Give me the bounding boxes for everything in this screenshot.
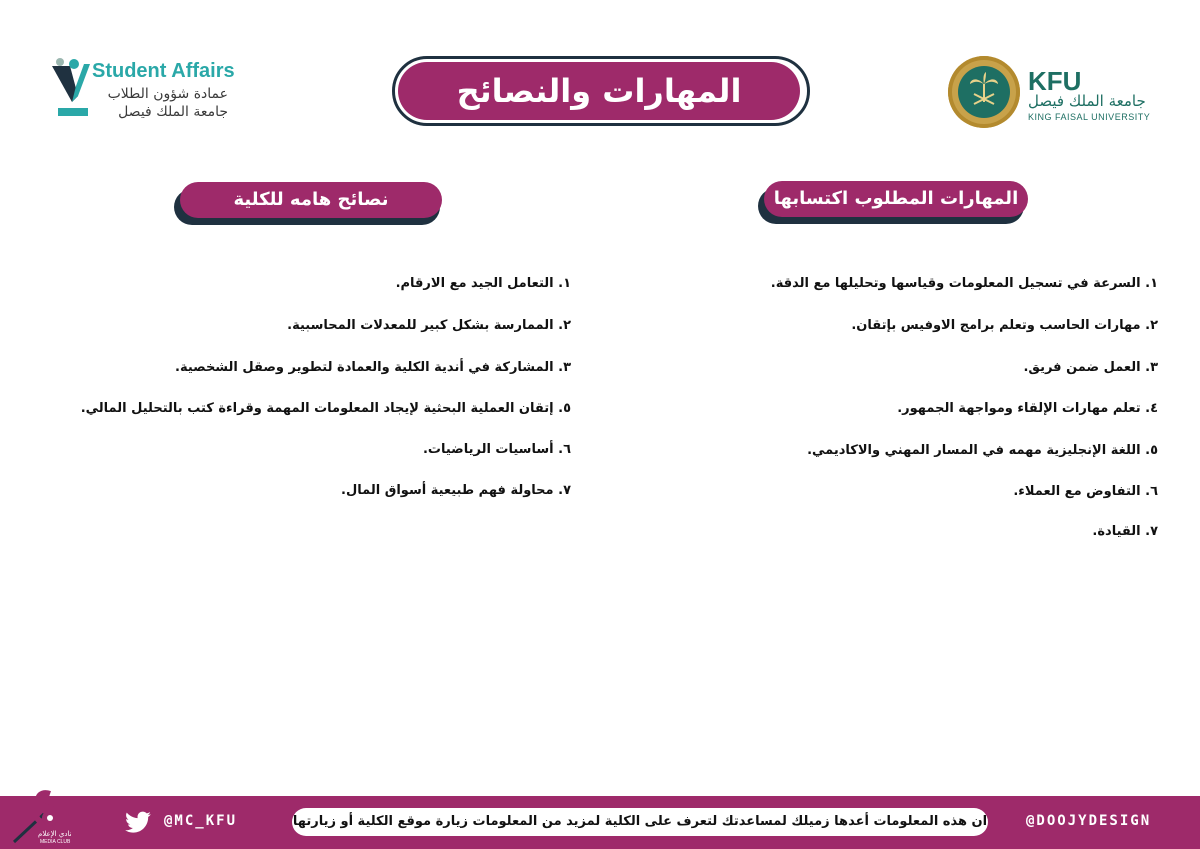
kfu-en: KFU — [1028, 66, 1082, 96]
list-item: ٢. الممارسة بشكل كبير للمعدلات المحاسبية. — [287, 318, 571, 333]
kfu-seal-icon — [948, 56, 1020, 128]
skills-heading: المهارات المطلوب اكتسابها — [773, 188, 1019, 209]
list-item: ٥. إتقان العملية البحثية لإيجاد المعلومات المهمة وقراءة كتب بالتحليل المالي. — [80, 401, 571, 416]
page-title: المهارات والنصائح — [456, 72, 742, 110]
kfu-subtitle: KING FAISAL UNIVERSITY — [1028, 112, 1151, 122]
list-item: ٤. تعلم مهارات الإلقاء ومواجهة الجمهور. — [897, 401, 1158, 416]
tips-list — [80, 276, 571, 506]
kfu-ar: جامعة الملك فيصل — [1028, 92, 1146, 110]
list-item: ٣. العمل ضمن فريق. — [1023, 360, 1158, 375]
list-item: ٢. مهارات الحاسب وتعلم برامج الاوفيس بإتقان. — [851, 318, 1158, 333]
list-item: ٦. أساسيات الرياضيات. — [422, 442, 571, 457]
media-club-en: MEDIA CLUB — [40, 839, 71, 845]
student-affairs-ar: عمادة شؤون الطلاب — [107, 86, 228, 102]
list-item: ٧. القيادة. — [1092, 524, 1158, 539]
media-club-logo — [4, 784, 74, 846]
list-item: ١. السرعة في تسجيل المعلومات وقياسها وتحليلها مع الدقة. — [770, 276, 1158, 291]
twitter-handle[interactable]: @MC_KFU — [164, 813, 238, 829]
list-item: ٦. التفاوض مع العملاء. — [1013, 484, 1158, 499]
list-item: ٣. المشاركة في أندية الكلية والعمادة لتطوير وصقل الشخصية. — [175, 360, 571, 375]
list-item: ٥. اللغة الإنجليزية مهمه في المسار المهني والاكاديمي. — [807, 443, 1158, 458]
kfu-logo — [948, 56, 1158, 128]
list-item: ٧. محاولة فهم طبيعية أسواق المال. — [341, 483, 571, 498]
twitter-icon[interactable] — [124, 811, 152, 835]
list-item: ١. التعامل الجيد مع الارقام. — [395, 276, 571, 291]
student-affairs-logo — [48, 56, 238, 128]
tips-heading: نصائح هامه للكلية — [233, 189, 389, 210]
media-club-ar: نادي الإعلام — [38, 830, 72, 838]
student-affairs-icon — [48, 56, 98, 126]
skills-list — [700, 276, 1158, 546]
designer-handle[interactable]: @DOOJYDESIGN — [1026, 813, 1152, 829]
footer-message: ان هذه المعلومات أعدها زميلك لمساعدتك لتعرف على الكلية لمزيد من المعلومات زيارة موقع الكلية أو زيارتها — [292, 814, 988, 829]
university-name-ar: جامعة الملك فيصل — [118, 104, 228, 120]
student-affairs-en: Student Affairs — [92, 60, 235, 82]
